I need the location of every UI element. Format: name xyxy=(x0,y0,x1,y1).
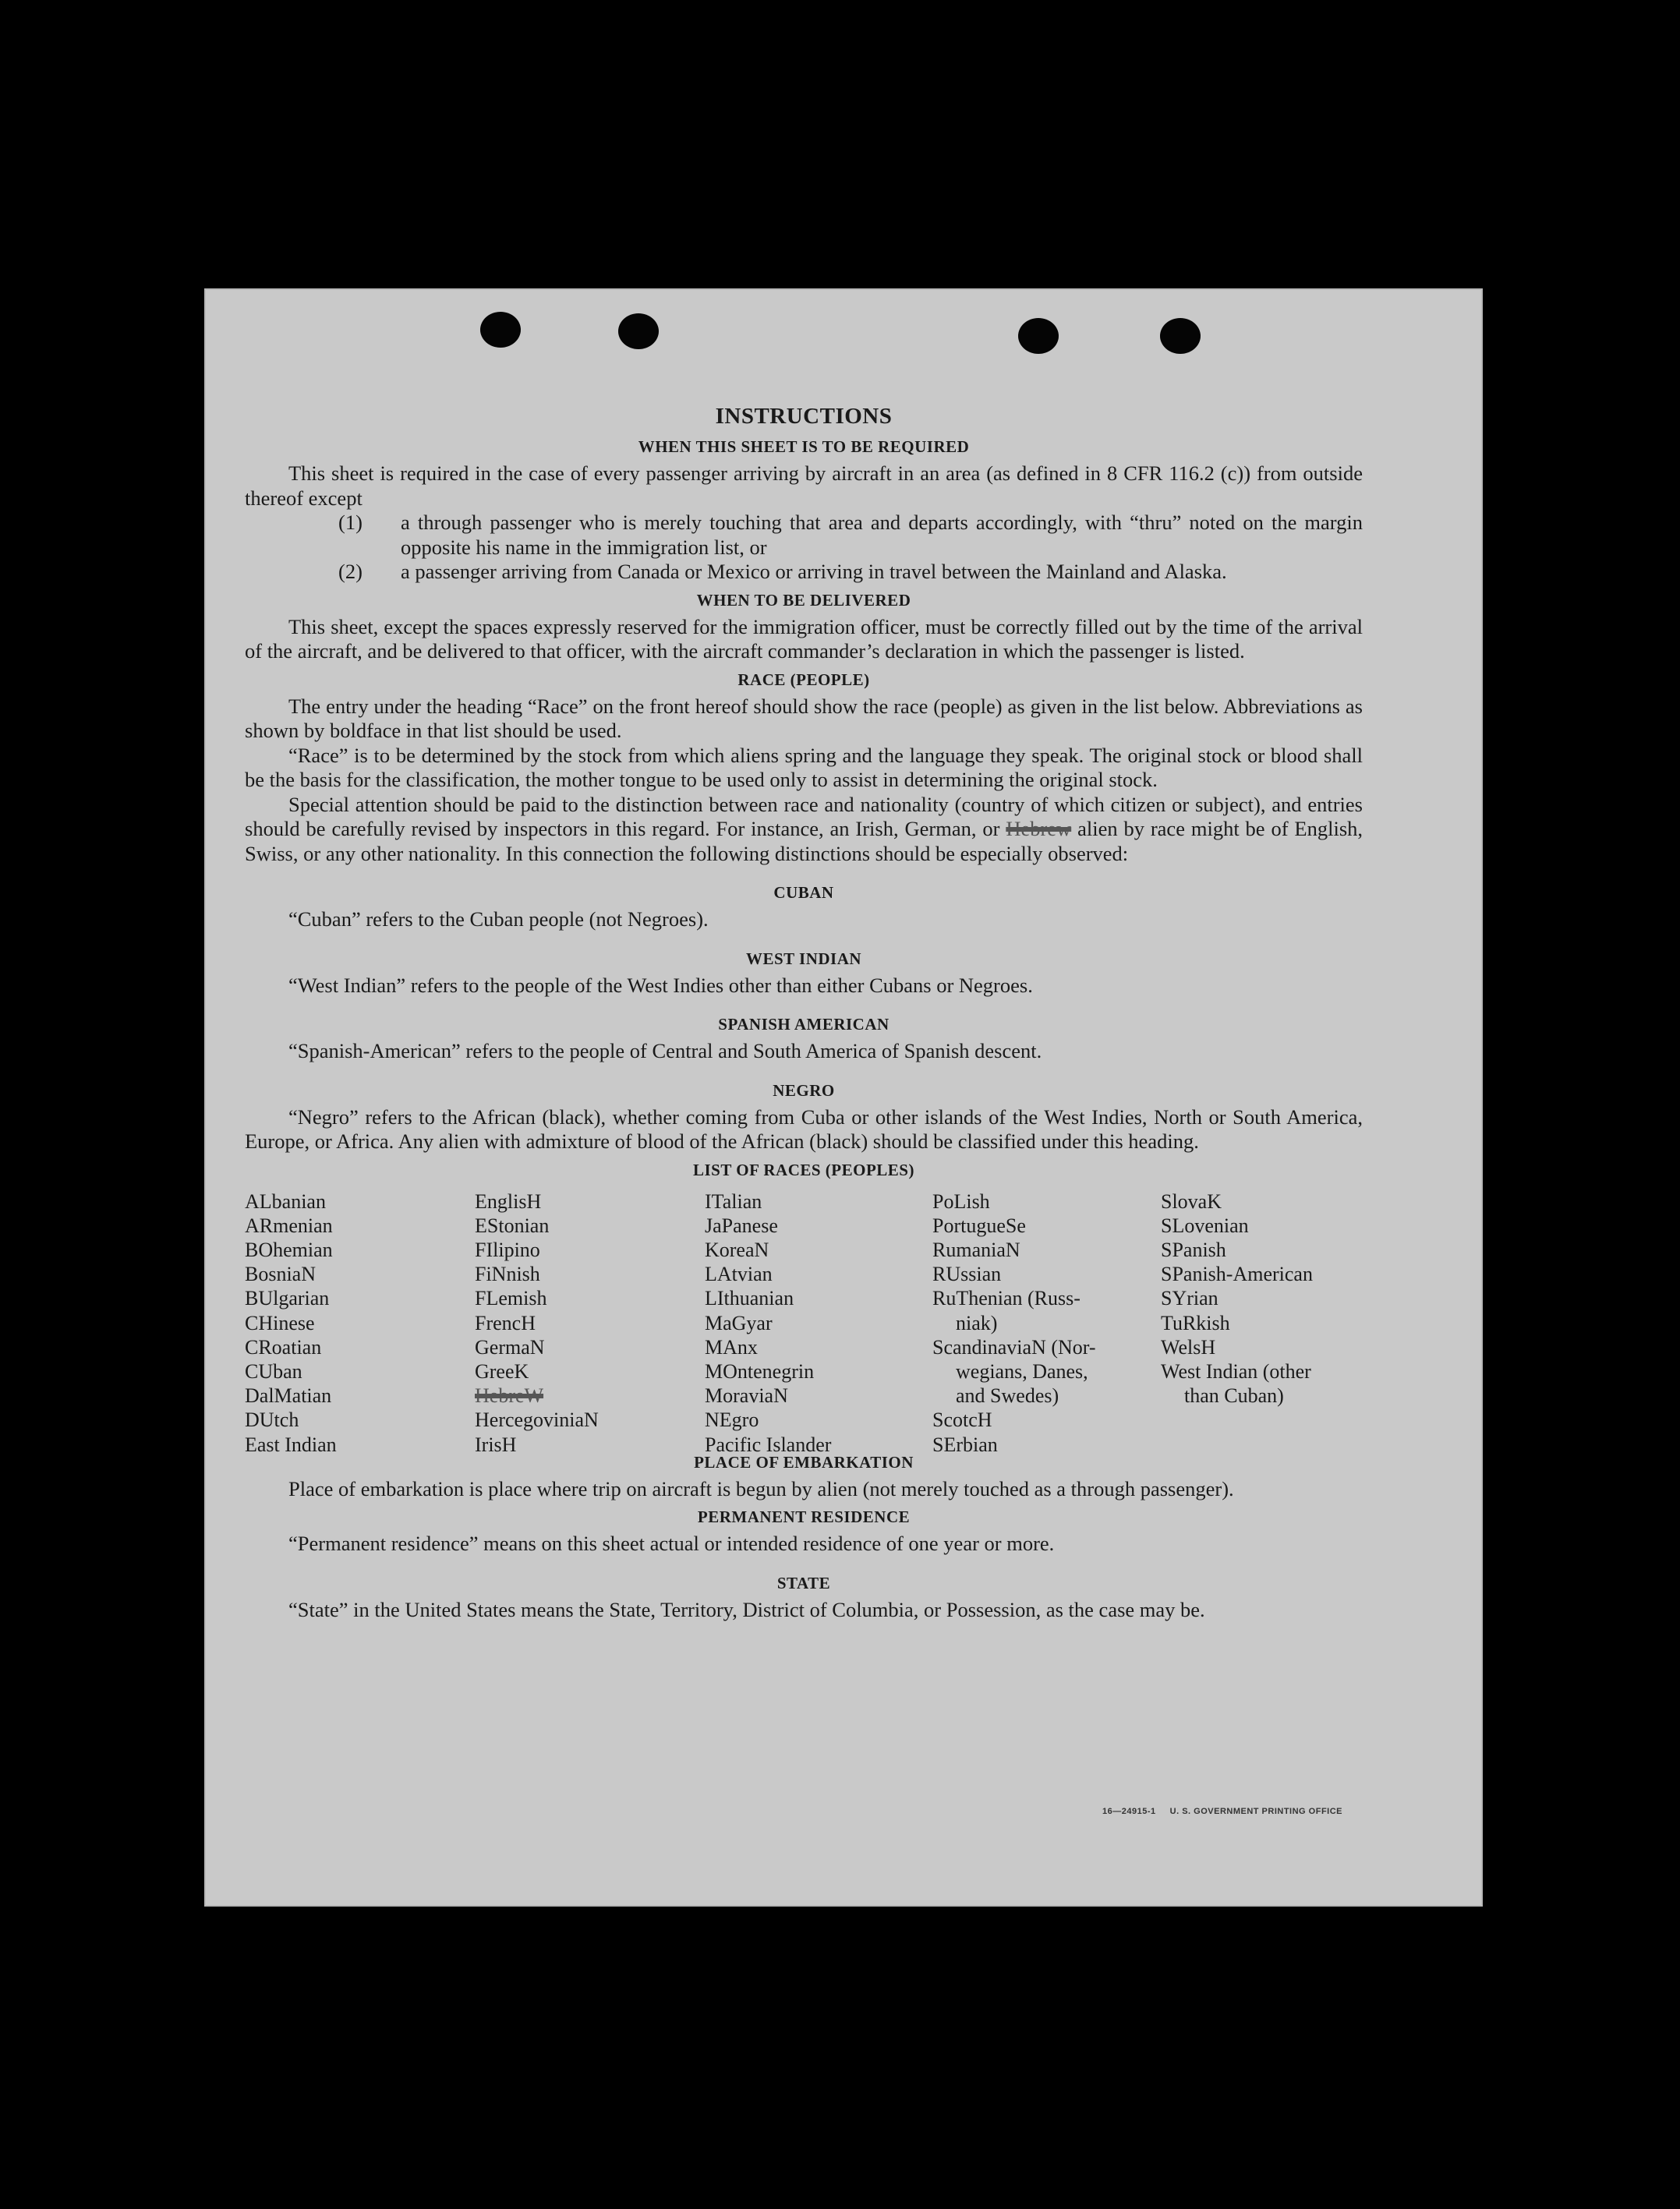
race-entry: PoLish xyxy=(932,1189,990,1213)
race-entry: KoreaN xyxy=(705,1238,769,1261)
race-entry: HercegoviniaN xyxy=(475,1408,599,1432)
race-entry: FrencH xyxy=(475,1311,536,1334)
embarkation-text: Place of embarkation is place where trip on aircraft is begun by alien (not merely touched as a through passenger). xyxy=(288,1476,1234,1500)
race-entry: GreeK xyxy=(475,1359,529,1383)
form-code: 16—24915-1 xyxy=(1102,1807,1156,1816)
residence-text: “Permanent residence” means on this sheet actual or intended residence of one year or more. xyxy=(288,1532,1055,1555)
heading-west-indian: WEST INDIAN xyxy=(745,949,862,968)
heading-when-delivered: WHEN TO BE DELIVERED xyxy=(696,590,911,610)
race-entry: West Indian (other xyxy=(1161,1359,1311,1383)
race-entry: JaPanese xyxy=(705,1214,778,1237)
race-paragraph-1: The entry under the heading “Race” on the front hereof should show the race (people) as given in the list below. Abbreviations as shown by boldface in that list should be used. xyxy=(245,694,1363,742)
exception-number: (1) xyxy=(338,511,363,534)
race-entry: RumaniaN xyxy=(932,1238,1020,1261)
race-entry: LAtvian xyxy=(705,1263,773,1286)
race-entry: CHinese xyxy=(245,1311,315,1334)
struck-word: Hebrew xyxy=(1006,817,1072,840)
heading-negro: NEGRO xyxy=(773,1080,835,1100)
race-entry: BUlgarian xyxy=(245,1287,330,1310)
race-paragraph-3-a: Special attention should be paid to the distinction between race and nationality (country of which citizen or subject), and entries should be carefully revised by inspectors in this regard. For instance, an Irish, German, or xyxy=(245,792,1363,840)
punch-hole xyxy=(1018,318,1059,354)
races-list xyxy=(245,1189,1363,1456)
race-entry: ScotcH xyxy=(932,1408,992,1432)
races-column xyxy=(245,1189,337,1457)
race-entry: East Indian xyxy=(245,1433,337,1456)
race-entry: EnglisH xyxy=(475,1189,542,1213)
race-entry: RuThenian (Russ- xyxy=(932,1287,1081,1310)
race-entry: SPanish-American xyxy=(1161,1263,1313,1286)
race-entry: MAnx xyxy=(705,1335,758,1359)
race-entry: DalMatian xyxy=(245,1384,332,1408)
race-entry: SErbian xyxy=(932,1433,998,1456)
required-intro: This sheet is required in the case of every passenger arriving by aircraft in an area (as defined in 8 CFR 116.2 (c)) from outside thereof except xyxy=(245,461,1363,510)
race-entry: GermaN xyxy=(475,1335,545,1359)
race-entry: than Cuban) xyxy=(1184,1384,1284,1408)
race-entry: RUssian xyxy=(932,1263,1002,1286)
race-entry: NEgro xyxy=(705,1408,759,1432)
race-entry: SPanish xyxy=(1161,1238,1226,1261)
race-entry: CRoatian xyxy=(245,1335,322,1359)
race-entry: Pacific Islander xyxy=(705,1433,832,1456)
exception-text: a through passenger who is merely touching that area and departs accordingly, with “thru” noted on the margin opposite his name in the immigration list, or xyxy=(401,511,1363,559)
spanish-american-text: “Spanish-American” refers to the people of Central and South America of Spanish descent. xyxy=(288,1039,1042,1062)
heading-when-required: WHEN THIS SHEET IS TO BE REQUIRED xyxy=(638,437,970,456)
races-column xyxy=(705,1189,831,1457)
race-entry: SYrian xyxy=(1161,1287,1218,1310)
race-entry: EStonian xyxy=(475,1214,550,1237)
race-paragraph-3-b: alien by race might be of English, Swiss, or any other nationality. In this connection the following distinctions should be especially observed: xyxy=(245,817,1363,865)
race-entry: niak) xyxy=(956,1311,998,1334)
negro-text: “Negro” refers to the African (black), whether coming from Cuba or other islands of the West Indies, North or South America, Europe, or Africa. Any alien with admixture of blood of the African (black) should be classified under this heading. xyxy=(245,1104,1363,1153)
race-paragraph-3 xyxy=(245,793,1363,867)
race-entry: MoraviaN xyxy=(705,1384,788,1408)
state-text: “State” in the United States means the State, Territory, District of Columbia, or Possession, as the case may be. xyxy=(288,1597,1205,1621)
instructions-content xyxy=(245,404,1363,1622)
races-column xyxy=(1161,1189,1313,1408)
heading-spanish-american: SPANISH AMERICAN xyxy=(718,1015,890,1034)
page-title: INSTRUCTIONS xyxy=(715,404,893,429)
race-entry: FIlipino xyxy=(475,1238,540,1261)
punch-hole xyxy=(1160,318,1201,354)
race-entry: BosniaN xyxy=(245,1263,316,1286)
races-column xyxy=(475,1189,599,1457)
printer-name: U. S. GOVERNMENT PRINTING OFFICE xyxy=(1169,1807,1342,1816)
race-entry: BOhemian xyxy=(245,1238,333,1261)
printer-imprint xyxy=(1088,1807,1342,1816)
race-entry: DUtch xyxy=(245,1408,299,1432)
race-entry: wegians, Danes, xyxy=(956,1359,1088,1383)
race-entry: HebreW xyxy=(475,1384,544,1408)
exception-number: (2) xyxy=(338,560,363,583)
race-entry: SlovaK xyxy=(1161,1189,1222,1213)
race-entry: ARmenian xyxy=(245,1214,333,1237)
exception-item xyxy=(245,511,1363,560)
race-entry: MOntenegrin xyxy=(705,1359,815,1383)
race-entry: ITalian xyxy=(705,1189,762,1213)
race-entry: WelsH xyxy=(1161,1335,1216,1359)
race-entry: LIthuanian xyxy=(705,1287,794,1310)
race-entry: IrisH xyxy=(475,1433,517,1456)
race-entry: ALbanian xyxy=(245,1189,326,1213)
race-entry: TuRkish xyxy=(1161,1311,1230,1334)
races-column xyxy=(932,1189,1096,1457)
cuban-text: “Cuban” refers to the Cuban people (not Negroes). xyxy=(288,907,709,931)
heading-embarkation: PLACE OF EMBARKATION xyxy=(694,1452,914,1472)
punch-hole xyxy=(618,313,659,349)
race-entry: MaGyar xyxy=(705,1311,773,1334)
document-sheet xyxy=(204,288,1483,1907)
exception-item xyxy=(245,560,1363,585)
heading-permanent-residence: PERMANENT RESIDENCE xyxy=(697,1507,911,1526)
west-indian-text: “West Indian” refers to the people of the West Indies other than either Cubans or Negroes. xyxy=(288,973,1033,997)
race-entry: CUban xyxy=(245,1359,302,1383)
heading-list-of-races: LIST OF RACES (PEOPLES) xyxy=(693,1160,914,1179)
heading-race: RACE (PEOPLE) xyxy=(737,670,870,689)
heading-cuban: CUBAN xyxy=(773,883,834,902)
heading-state: STATE xyxy=(776,1573,831,1592)
delivered-text: This sheet, except the spaces expressly reserved for the immigration officer, must be correctly filled out by the time of the arrival of the aircraft, and be delivered to that officer, with the aircraft commander’s declaration in which the passenger is listed. xyxy=(245,614,1363,663)
race-entry: SLovenian xyxy=(1161,1214,1249,1237)
race-entry: PortugueSe xyxy=(932,1214,1026,1237)
race-entry: and Swedes) xyxy=(956,1384,1059,1408)
race-entry: FLemish xyxy=(475,1287,547,1310)
race-entry: ScandinaviaN (Nor- xyxy=(932,1335,1096,1359)
punch-hole xyxy=(480,312,521,348)
exception-text: a passenger arriving from Canada or Mexico or arriving in travel between the Mainland and Alaska. xyxy=(401,560,1227,583)
race-entry: FiNnish xyxy=(475,1263,540,1286)
race-paragraph-2: “Race” is to be determined by the stock from which aliens spring and the language they speak. The original stock or blood shall be the basis for the classification, the mother tongue to be used only to assist in determining the original stock. xyxy=(245,743,1363,791)
